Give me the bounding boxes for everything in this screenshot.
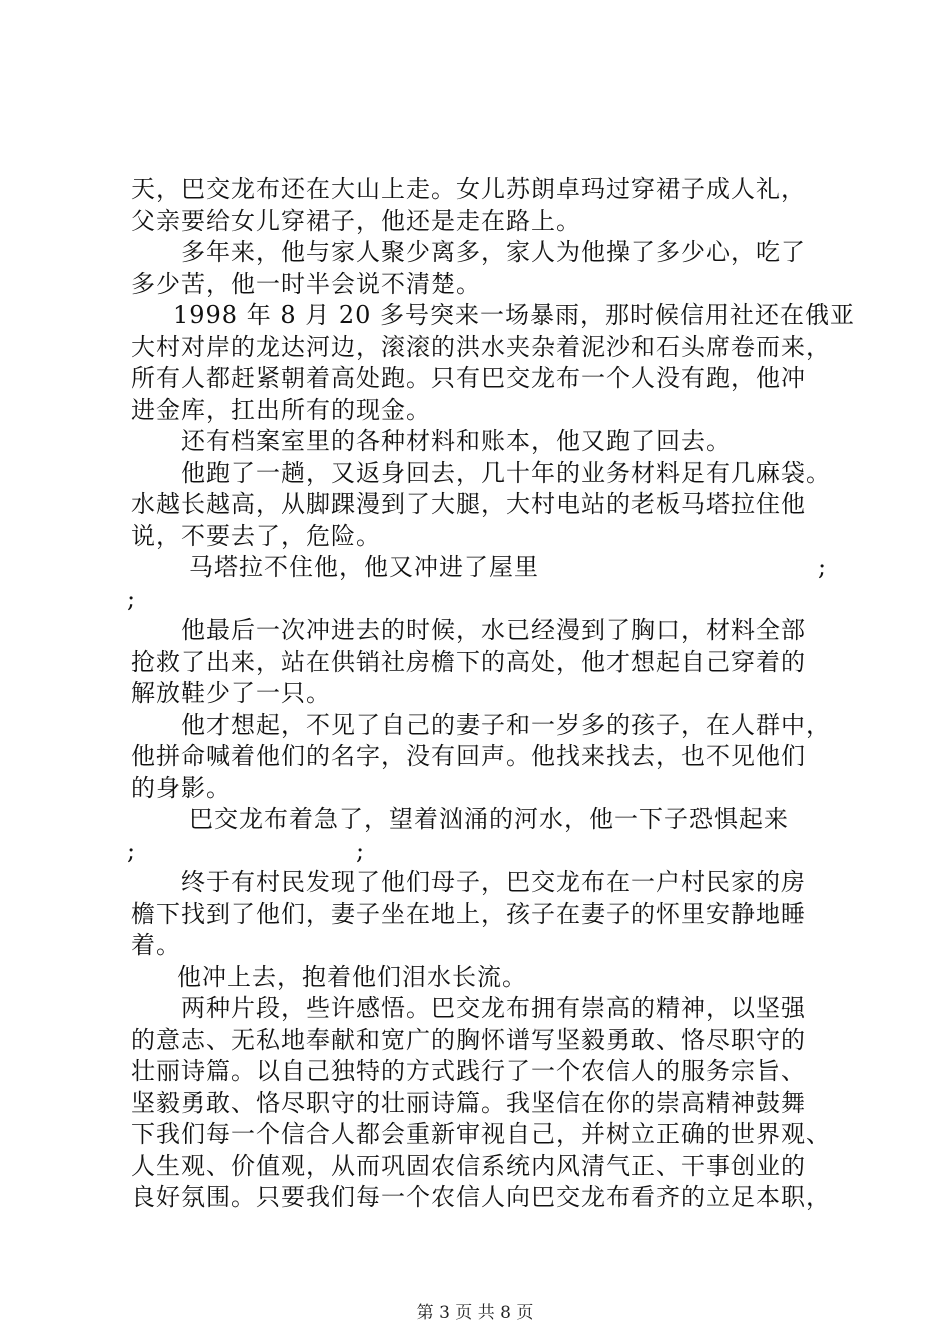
text-line: 1998 年 8 月 20 多号突来一场暴雨，那时候信用社还在俄亚 — [173, 301, 856, 329]
text-line: 父亲要给女儿穿裙子，他还是走在路上。 — [131, 207, 581, 235]
text-line: 进金库，扛出所有的现金。 — [131, 396, 431, 424]
text-line: 人生观、价值观，从而巩固农信系统内风清气正、干事创业的 — [131, 1152, 806, 1180]
text-line: 他跑了一趟，又返身回去，几十年的业务材料足有几麻袋。 — [181, 459, 831, 487]
text-line: 天，巴交龙布还在大山上走。女儿苏朗卓玛过穿裙子成人礼， — [131, 175, 806, 203]
text-line: 抢救了出来，站在供销社房檐下的高处，他才想起自己穿着的 — [131, 648, 806, 676]
page-footer: 第 3 页 共 8 页 — [416, 1303, 534, 1323]
text-line: 下我们每一个信合人都会重新审视自己，并树立正确的世界观、 — [131, 1120, 831, 1148]
text-line: 着。 — [131, 931, 181, 959]
text-line: 马塔拉不住他，他又冲进了屋里 — [189, 553, 539, 581]
text-line: 檐下找到了他们，妻子坐在地上，孩子在妻子的怀里安静地睡 — [131, 900, 806, 928]
text-line: 多少苦，他一时半会说不清楚。 — [131, 270, 481, 298]
text-line: 他才想起，不见了自己的妻子和一岁多的孩子，在人群中， — [181, 711, 831, 739]
text-line: ; — [356, 837, 366, 865]
text-line: ; — [818, 553, 828, 581]
text-line: 大村对岸的龙达河边，滚滚的洪水夹杂着泥沙和石头席卷而来， — [131, 333, 831, 361]
text-line: 他冲上去，抱着他们泪水长流。 — [177, 963, 527, 991]
text-line: 良好氛围。只要我们每一个农信人向巴交龙布看齐的立足本职， — [131, 1183, 831, 1211]
text-line: 巴交龙布着急了，望着汹涌的河水，他一下子恐惧起来 — [189, 805, 789, 833]
text-line: 终于有村民发现了他们母子，巴交龙布在一户村民家的房 — [181, 868, 806, 896]
text-line: 壮丽诗篇。以自己独特的方式践行了一个农信人的服务宗旨、 — [131, 1057, 806, 1085]
text-line: ; — [127, 585, 137, 613]
text-line: 还有档案室里的各种材料和账本，他又跑了回去。 — [181, 427, 731, 455]
text-line: 的身影。 — [131, 774, 231, 802]
text-line: 说，不要去了，危险。 — [131, 522, 381, 550]
text-line: 水越长越高，从脚踝漫到了大腿，大村电站的老板马塔拉住他 — [131, 490, 806, 518]
text-line: 解放鞋少了一只。 — [131, 679, 331, 707]
text-line: 他拼命喊着他们的名字，没有回声。他找来找去，也不见他们 — [131, 742, 806, 770]
text-line: ; — [127, 837, 137, 865]
text-line: 多年来，他与家人聚少离多，家人为他操了多少心，吃了 — [181, 238, 806, 266]
text-line: 的意志、无私地奉献和宽广的胸怀谱写坚毅勇敢、恪尽职守的 — [131, 1026, 806, 1054]
text-line: 坚毅勇敢、恪尽职守的壮丽诗篇。我坚信在你的崇高精神鼓舞 — [131, 1089, 806, 1117]
text-line: 他最后一次冲进去的时候，水已经漫到了胸口，材料全部 — [181, 616, 806, 644]
text-line: 所有人都赶紧朝着高处跑。只有巴交龙布一个人没有跑，他冲 — [131, 364, 806, 392]
text-line: 两种片段，些许感悟。巴交龙布拥有崇高的精神，以坚强 — [181, 994, 806, 1022]
